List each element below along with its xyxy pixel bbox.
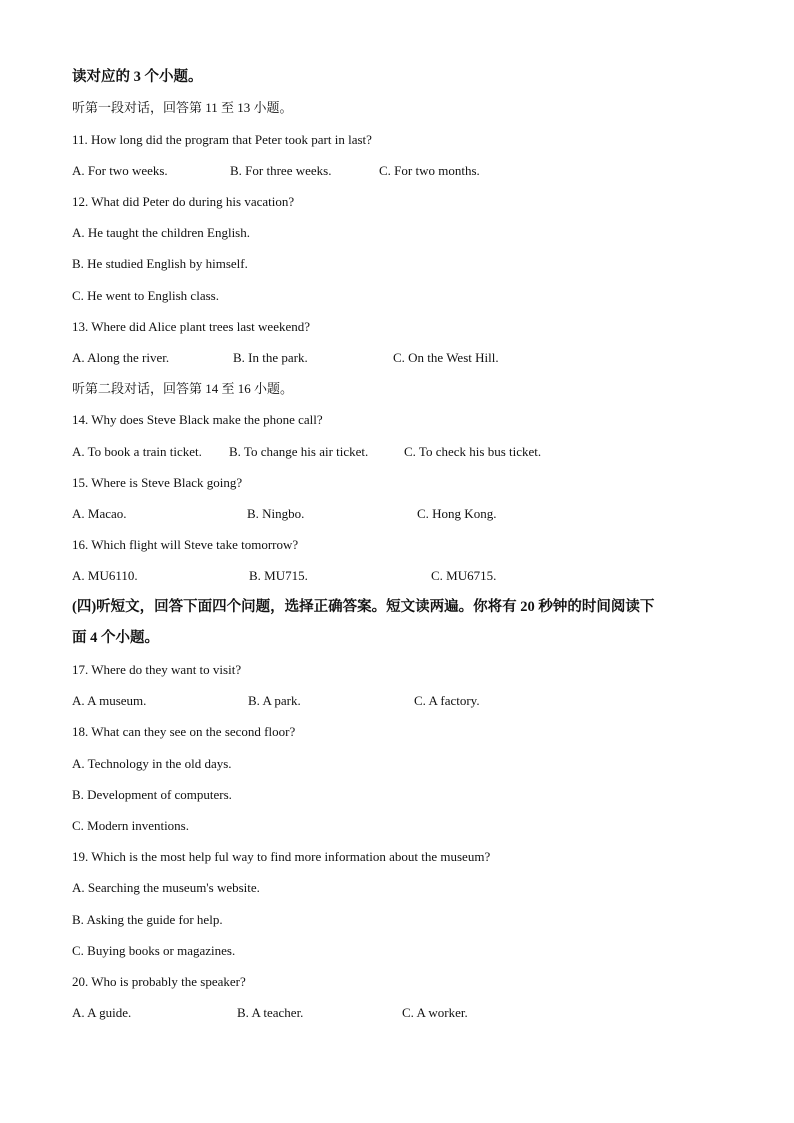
q14-option-c: C. To check his bus ticket. bbox=[404, 444, 542, 459]
q20-option-b: B. A teacher. bbox=[237, 1005, 304, 1020]
q15-option-c: C. Hong Kong. bbox=[417, 506, 497, 521]
q12-option-a: A. He taught the children English. bbox=[72, 225, 250, 240]
q11-option-b: B. For three weeks. bbox=[230, 163, 332, 178]
question-11: 11. How long did the program that Peter took part in last? bbox=[72, 132, 372, 147]
part4-heading-line1: (四)听短文，回答下面四个问题，选择正确答案。短文读两遍。你将有 20 秒钟的时间阅读下 bbox=[72, 599, 655, 615]
q14-option-a: A. To book a train ticket. bbox=[72, 444, 202, 459]
q13-option-c: C. On the West Hill. bbox=[393, 350, 499, 365]
q16-option-b: B. MU715. bbox=[249, 568, 308, 583]
q13-option-a: A. Along the river. bbox=[72, 350, 170, 365]
q17-option-b: B. A park. bbox=[248, 693, 301, 708]
heading-intro: 读对应的 3 个小题。 bbox=[72, 69, 203, 85]
q16-option-c: C. MU6715. bbox=[431, 568, 497, 583]
section2-instruction: 听第二段对话，回答第 14 至 16 小题。 bbox=[72, 381, 294, 396]
q13-option-b: B. In the park. bbox=[233, 350, 308, 365]
section1-instruction: 听第一段对话，回答第 11 至 13 小题。 bbox=[72, 100, 293, 115]
question-17: 17. Where do they want to visit? bbox=[72, 662, 242, 677]
q18-option-b: B. Development of computers. bbox=[72, 787, 232, 802]
q20-option-a: A. A guide. bbox=[72, 1005, 132, 1020]
q19-option-a: A. Searching the museum's website. bbox=[72, 880, 260, 895]
q19-option-c: C. Buying books or magazines. bbox=[72, 943, 236, 958]
q19-option-b: B. Asking the guide for help. bbox=[72, 912, 223, 927]
q15-option-a: A. Macao. bbox=[72, 506, 127, 521]
question-14: 14. Why does Steve Black make the phone call? bbox=[72, 412, 323, 427]
question-20: 20. Who is probably the speaker? bbox=[72, 974, 246, 989]
q17-option-a: A. A museum. bbox=[72, 693, 147, 708]
question-19: 19. Which is the most help ful way to find more information about the museum? bbox=[72, 849, 491, 864]
q14-option-b: B. To change his air ticket. bbox=[229, 444, 369, 459]
question-18: 18. What can they see on the second floor? bbox=[72, 724, 296, 739]
q17-option-c: C. A factory. bbox=[414, 693, 480, 708]
q18-option-c: C. Modern inventions. bbox=[72, 818, 189, 833]
q12-option-b: B. He studied English by himself. bbox=[72, 256, 248, 271]
q11-option-a: A. For two weeks. bbox=[72, 163, 168, 178]
question-16: 16. Which flight will Steve take tomorrow? bbox=[72, 537, 299, 552]
part4-heading-line2: 面 4 个小题。 bbox=[72, 630, 159, 646]
question-12: 12. What did Peter do during his vacation? bbox=[72, 194, 295, 209]
q11-option-c: C. For two months. bbox=[379, 163, 480, 178]
q12-option-c: C. He went to English class. bbox=[72, 288, 219, 303]
q20-option-c: C. A worker. bbox=[402, 1005, 468, 1020]
question-15: 15. Where is Steve Black going? bbox=[72, 475, 243, 490]
question-13: 13. Where did Alice plant trees last weekend? bbox=[72, 319, 311, 334]
q15-option-b: B. Ningbo. bbox=[247, 506, 305, 521]
q16-option-a: A. MU6110. bbox=[72, 568, 138, 583]
q18-option-a: A. Technology in the old days. bbox=[72, 756, 232, 771]
